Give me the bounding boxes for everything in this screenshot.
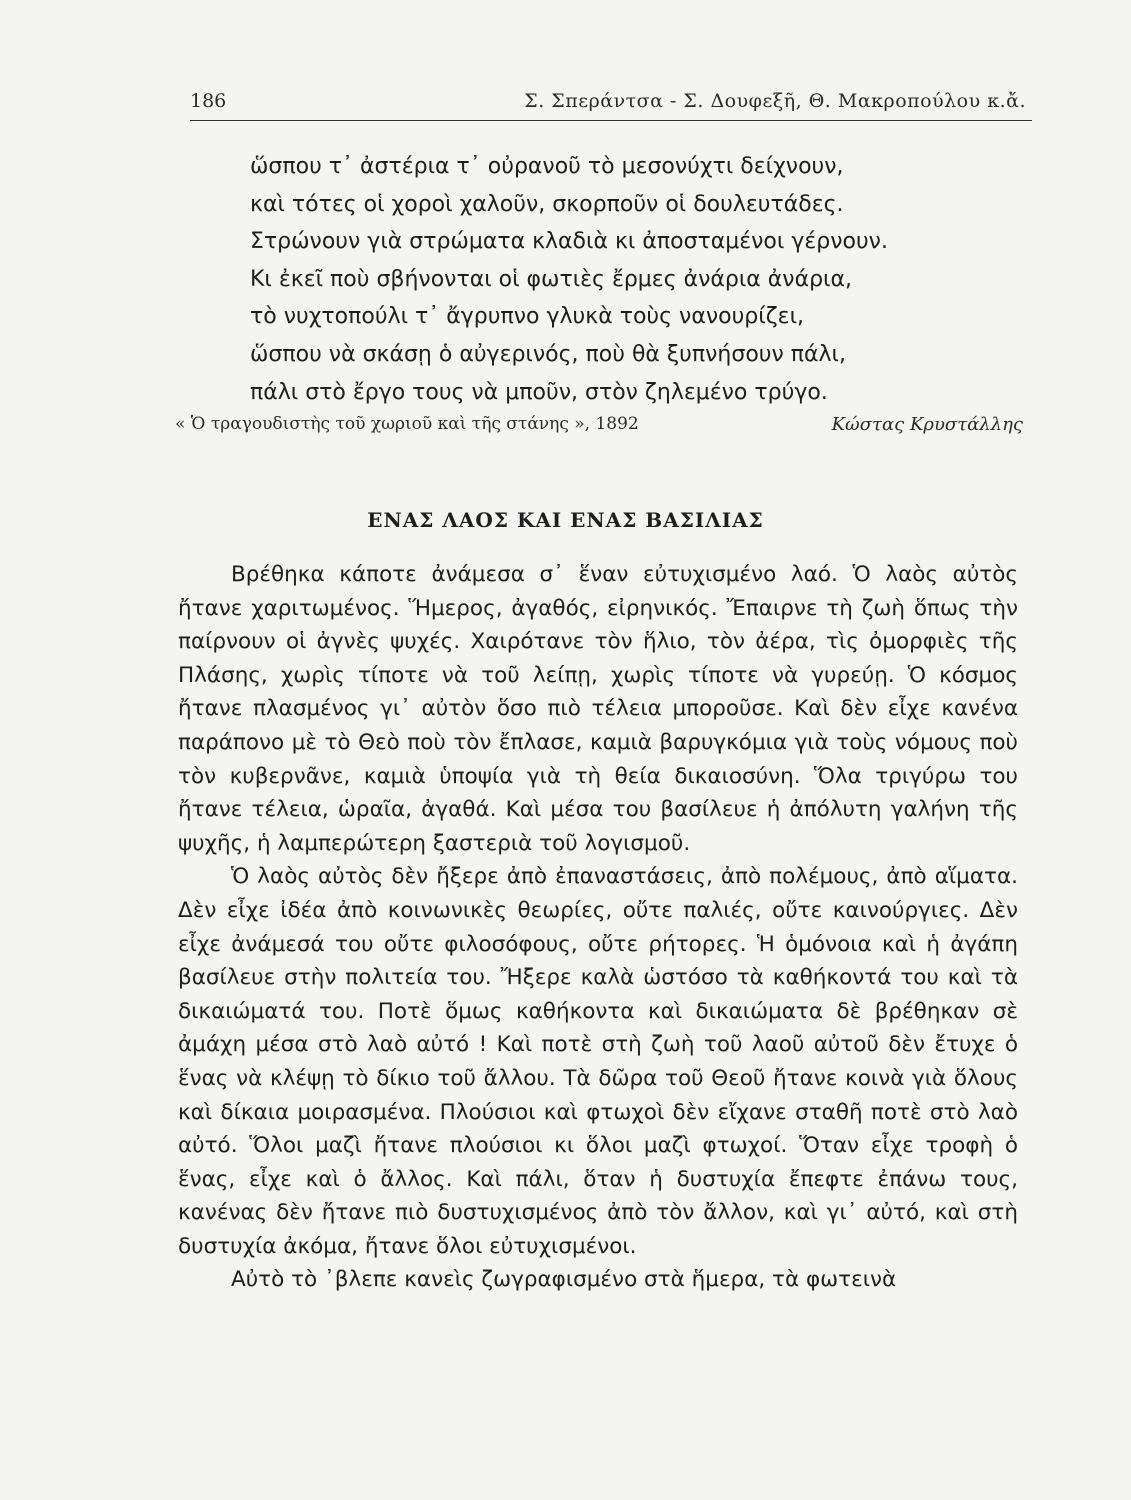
section-title: ΕΝΑΣ ΛΑΟΣ ΚΑΙ ΕΝΑΣ ΒΑΣΙΛΙΑΣ <box>367 508 764 532</box>
running-header <box>190 86 1032 121</box>
header-authors: Σ. Σπεράντσα - Σ. Δουφεξῆ, Θ. Μακροπούλου κ.ἄ. <box>524 90 1026 112</box>
paragraph: Ὁ λαὸς αὐτὸς δὲν ἤξερε ἀπὸ ἐπαναστάσεις, ἀπὸ πολέμους, ἀπὸ αἵματα. Δὲν εἶχε ἰδέα ἀπὸ κοινωνικὲς θεωρίες, οὔτε παλιές, οὔτε καινούργιες. Δὲν εἶχε ἀνάμεσά του οὔτε φιλοσόφους, οὔτε ρήτορες. Ἡ ὁμόνοια καὶ ἡ ἀγάπη βασίλευε στὴν πολιτεία του. Ἤξερε καλὰ ὡστόσο τὰ καθήκοντά του καὶ τὰ δικαιώματά του. Ποτὲ ὅμως καθήκοντα καὶ δικαιώματα δὲ βρέθηκαν σὲ ἀμάχη μέσα στὸ λαὸ αὐτό ! Καὶ ποτὲ στὴ ζωὴ τοῦ λαοῦ αὐτοῦ δὲν ἔτυχε ὁ ἕνας νὰ κλέψῃ τὸ δίκιο τοῦ ἄλλου. Τὰ δῶρα τοῦ Θεοῦ ἤτανε κοινὰ γιὰ ὅλους καὶ δίκαια μοιρασμένα. Πλούσιοι καὶ φτωχοὶ δὲν εἴχανε σταθῆ ποτὲ στὸ λαὸ αὐτό. Ὅλοι μαζὶ ἤτανε πλούσιοι κι ὅλοι μαζὶ φτωχοί. Ὅταν εἶχε τροφὴ ὁ ἕνας, εἶχε καὶ ὁ ἄλλος. Καὶ πάλι, ὅταν ἡ δυστυχία ἔπεφτε ἐπάνω τους, κανένας δὲν ἤτανε πιὸ δυστυχισμένος ἀπὸ τὸν ἄλλον, καὶ γι᾽ αὐτό, καὶ στὴ δυστυχία ἀκόμα, ἤτανε ὅλοι εὐτυχισμένοι. <box>178 864 1018 1259</box>
attribution-author: Κώστας Κρυστάλλης <box>831 414 1023 435</box>
prose-body <box>178 558 1018 1297</box>
poem-line: τὸ νυχτοπούλι τ᾽ ἄγρυπνο γλυκὰ τοὺς νανουρίζει, <box>250 304 805 330</box>
poem-line: καὶ τότες οἱ χοροὶ χαλοῦν, σκορποῦν οἱ δουλευτάδες. <box>250 191 844 217</box>
poem-excerpt <box>250 148 1010 411</box>
paragraph: Βρέθηκα κάποτε ἀνάμεσα σ᾽ ἕναν εὐτυχισμένο λαό. Ὁ λαὸς αὐτὸς ἤτανε χαριτωμένος. Ἥμερος, ἀγαθός, εἰρηνικός. Ἔπαιρνε τὴ ζωὴ ὅπως τὴν παίρνουν οἱ ἀγνὲς ψυχές. Χαιρότανε τὸν ἥλιο, τὸν ἀέρα, τὶς ὀμορφιὲς τῆς Πλάσης, χωρὶς τίποτε νὰ τοῦ λείπῃ, χωρὶς τίποτε νὰ γυρεύῃ. Ὁ κόσμος ἤτανε πλασμένος γι᾽ αὐτὸν ὅσο πιὸ τέλεια μποροῦσε. Καὶ δὲν εἶχε κανένα παράπονο μὲ τὸ Θεὸ ποὺ τὸν ἔπλασε, καμιὰ βαρυγκόμια γιὰ τοὺς νόμους ποὺ τὸν κυβερνᾶνε, καμιὰ ὑποψία γιὰ τὴ θεία δικαιοσύνη. Ὅλα τριγύρω του ἤτανε τέλεια, ὡραῖα, ἀγαθά. Καὶ μέσα του βασίλευε ἡ ἀπόλυτη γαλήνη τῆς ψυχῆς, ἡ λαμπερώτερη ξαστεριὰ τοῦ λογισμοῦ. <box>178 562 1018 856</box>
attribution-source: « Ὁ τραγουδιστὴς τοῦ χωριοῦ καὶ τῆς στάνης », 1892 <box>175 414 639 434</box>
paragraph: Αὐτὸ τὸ ᾽βλεπε κανεὶς ζωγραφισμένο στὰ ἥμερα, τὰ φωτεινὰ <box>231 1267 897 1293</box>
poem-attribution <box>175 412 1025 442</box>
poem-line: Κι ἐκεῖ ποὺ σβήνονται οἱ φωτιὲς ἔρμες ἀνάρια ἀνάρια, <box>250 266 852 292</box>
poem-line: Στρώνουν γιὰ στρώματα κλαδιὰ κι ἀποσταμένοι γέρνουν. <box>250 229 888 255</box>
page-number: 186 <box>190 90 227 112</box>
poem-line: ὥσπου νὰ σκάσῃ ὁ αὐγερινός, ποὺ θὰ ξυπνήσουν πάλι, <box>250 341 846 367</box>
poem-line: ὥσπου τ᾽ ἀστέρια τ᾽ οὐρανοῦ τὸ μεσονύχτι δείχνουν, <box>250 154 844 179</box>
poem-line: πάλι στὸ ἔργο τους νὰ μποῦν, στὸν ζηλεμένο τρύγο. <box>250 379 828 405</box>
